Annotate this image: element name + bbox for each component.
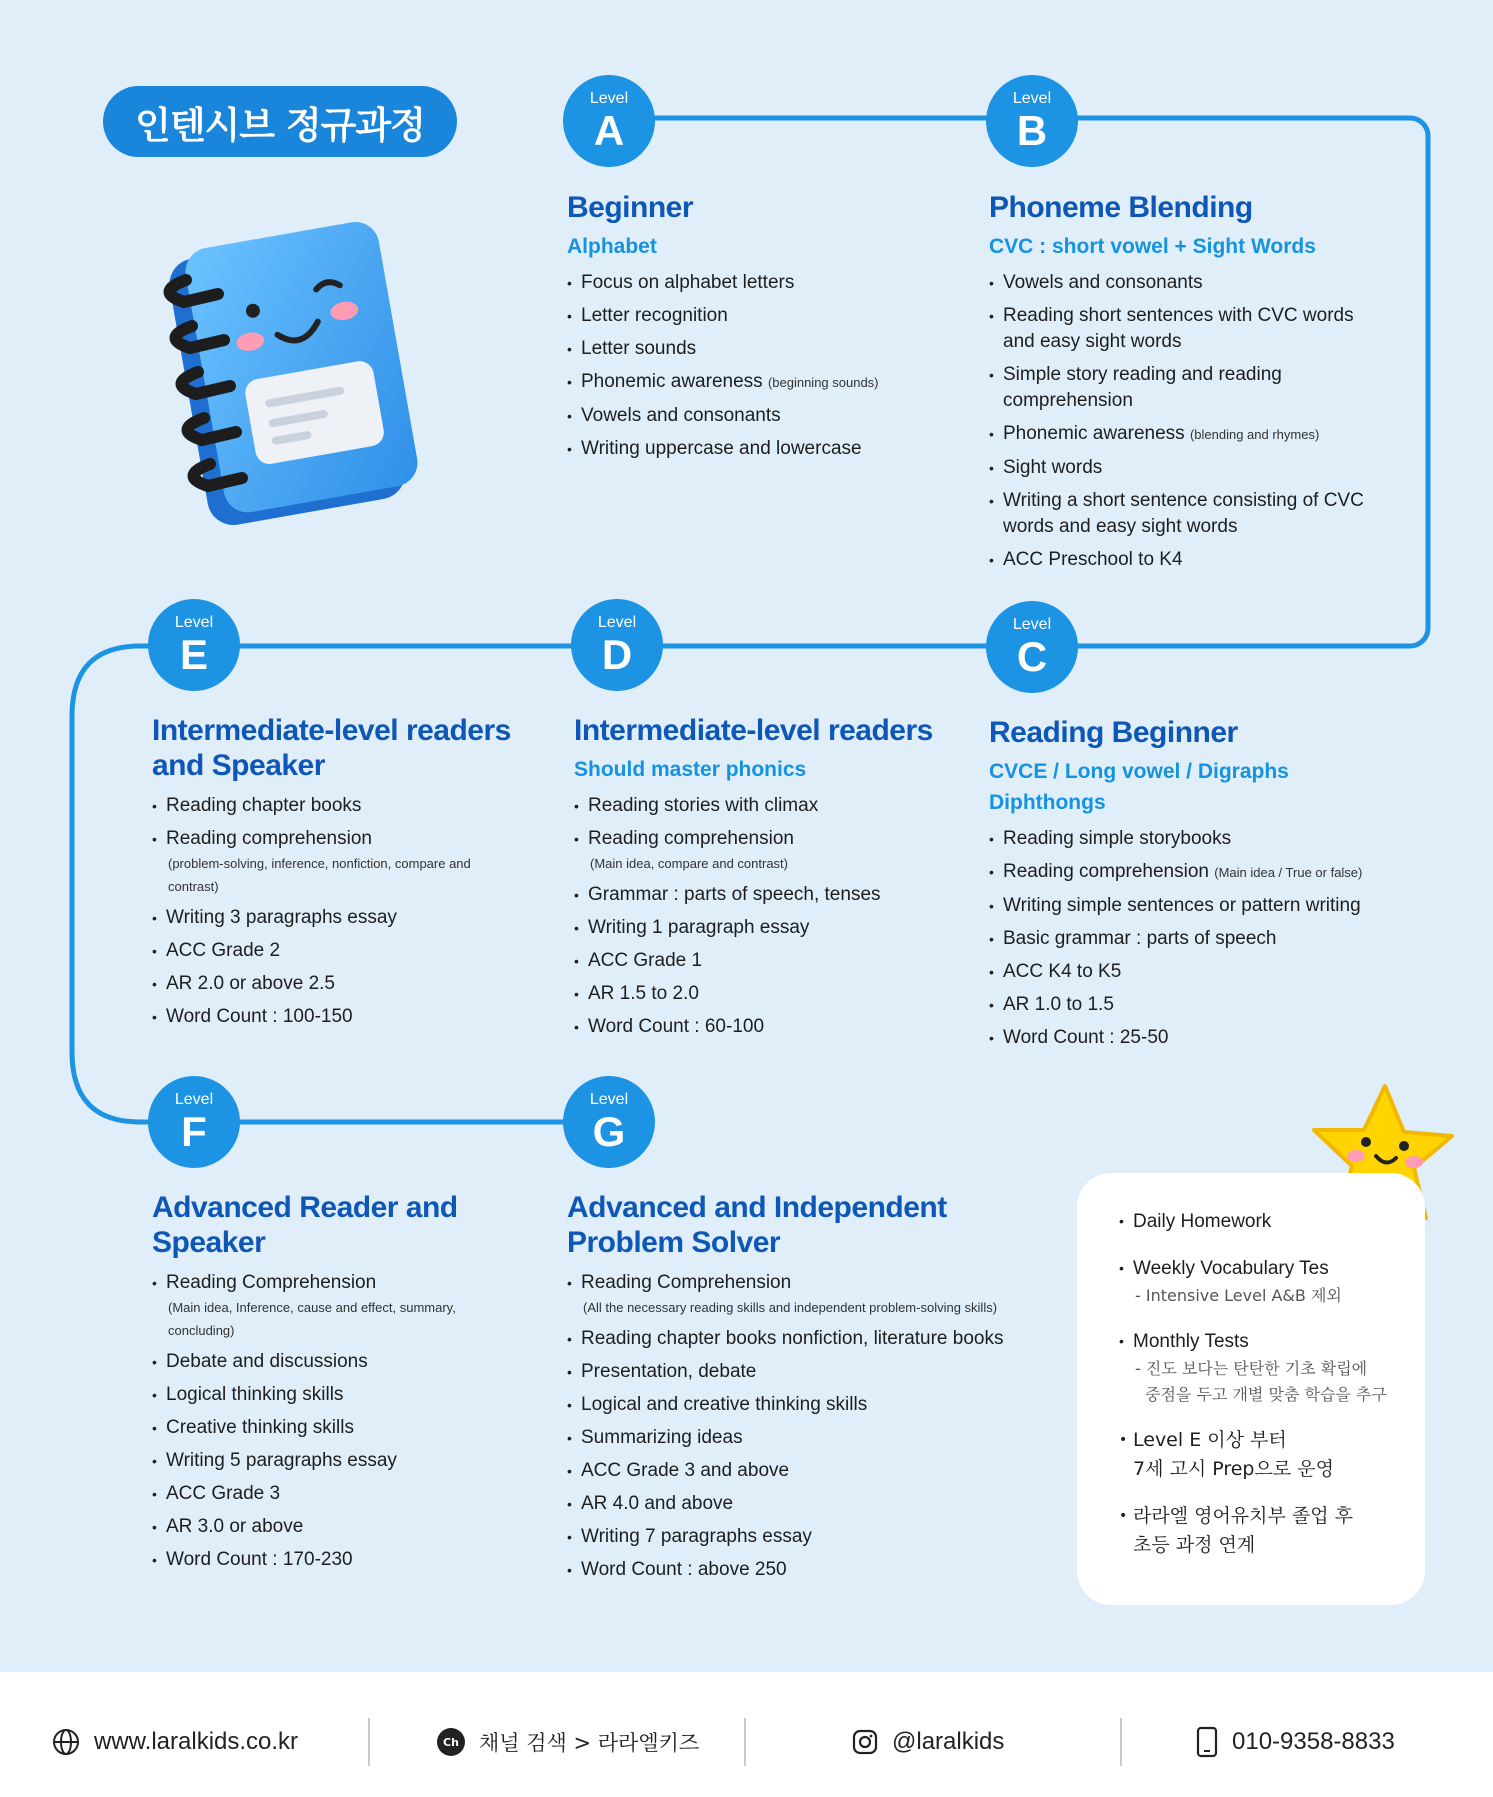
footer-divider: [744, 1718, 746, 1766]
level-f-badge: Level F: [148, 1076, 240, 1168]
list-item: • ACC Grade 3 and above: [567, 1458, 1047, 1484]
list-item: • Reading Comprehension (Main idea, Inference, cause and effect, summary, concluding): [152, 1270, 552, 1342]
list-item: • Debate and discussions: [152, 1349, 552, 1375]
list-item: • Writing 5 paragraphs essay: [152, 1448, 552, 1474]
level-d-list: [574, 793, 974, 1040]
list-item: • Logical thinking skills: [152, 1382, 552, 1408]
level-b-section: [989, 190, 1409, 580]
notebook-icon: [148, 222, 458, 542]
list-item: • Reading simple storybooks: [989, 826, 1409, 852]
level-a-list: [567, 270, 967, 462]
footer-divider: [368, 1718, 370, 1766]
level-e-section: [152, 713, 552, 1037]
info-card: [1077, 1173, 1425, 1605]
list-item: • Simple story reading and reading comprehension: [989, 362, 1409, 414]
level-a-subtitle: Alphabet: [567, 235, 657, 258]
list-item: • Sight words: [989, 455, 1409, 481]
list-item: • Reading chapter books nonfiction, literature books: [567, 1326, 1047, 1352]
list-item: • Reading stories with climax: [574, 793, 974, 819]
list-item: • Weekly Vocabulary Tes - Intensive Level A&B 제외: [1119, 1254, 1425, 1309]
level-g-section: [567, 1190, 1047, 1590]
footer-phone[interactable]: [1196, 1720, 1395, 1764]
list-item: • Logical and creative thinking skills: [567, 1392, 1047, 1418]
list-item: • Writing 1 paragraph essay: [574, 915, 974, 941]
level-e-badge: Level E: [148, 599, 240, 691]
level-b-badge: Level B: [986, 75, 1078, 167]
level-a-section: [567, 190, 967, 469]
list-item: • Reading short sentences with CVC words and easy sight words: [989, 303, 1409, 355]
level-g-list: [567, 1270, 1047, 1583]
channel-search-text: 채널 검색 > 라라엘키즈: [479, 1731, 700, 1755]
list-item: • ACC K4 to K5: [989, 959, 1409, 985]
globe-icon: [52, 1728, 80, 1756]
level-d-subtitle: Should master phonics: [574, 758, 807, 781]
list-item: • Daily Homework: [1119, 1207, 1425, 1236]
list-item: • Reading comprehension (problem-solving, inference, nonfiction, compare and contrast): [152, 826, 552, 898]
page-title: 인텐시브 정규과정: [103, 86, 457, 157]
list-item: • Monthly Tests - 진도 보다는 탄탄한 기초 확립에 중점을 두고 개별 맞춤 학습을 추구: [1119, 1327, 1425, 1408]
list-item: • AR 1.5 to 2.0: [574, 981, 974, 1007]
list-item: • Writing simple sentences or pattern writing: [989, 893, 1409, 919]
kakao-channel-icon: Ch: [437, 1728, 465, 1756]
list-item: • ACC Grade 1: [574, 948, 974, 974]
level-f-section: [152, 1190, 552, 1580]
list-item: • 라라엘 영어유치부 졸업 후 초등 과정 연계: [1119, 1502, 1425, 1560]
list-item: • ACC Grade 2: [152, 938, 552, 964]
list-item: • Writing 7 paragraphs essay: [567, 1524, 1047, 1550]
info-list: [1077, 1173, 1425, 1560]
list-item: • Grammar : parts of speech, tenses: [574, 882, 974, 908]
list-item: • Word Count : above 250: [567, 1557, 1047, 1583]
list-item: • Phonemic awareness (beginning sounds): [567, 369, 967, 396]
list-item: • Focus on alphabet letters: [567, 270, 967, 296]
list-item: • Writing a short sentence consisting of CVC words and easy sight words: [989, 488, 1409, 540]
footer-website[interactable]: [52, 1720, 298, 1764]
list-item: • AR 4.0 and above: [567, 1491, 1047, 1517]
list-item: • Word Count : 25-50: [989, 1025, 1409, 1051]
list-item: • Reading Comprehension (All the necessary reading skills and independent problem-solving skills): [567, 1270, 1047, 1319]
list-item: • Letter sounds: [567, 336, 967, 362]
list-item: • Writing 3 paragraphs essay: [152, 905, 552, 931]
list-item: • Creative thinking skills: [152, 1415, 552, 1441]
level-b-title: Phoneme Blending: [989, 191, 1253, 224]
footer-divider: [1120, 1718, 1122, 1766]
level-c-list: [989, 826, 1409, 1051]
list-item: • Vowels and consonants: [567, 403, 967, 429]
list-item: • AR 1.0 to 1.5: [989, 992, 1409, 1018]
level-g-badge: Level G: [563, 1076, 655, 1168]
level-d-title: Intermediate-level readers: [574, 714, 933, 747]
list-item: • AR 2.0 or above 2.5: [152, 971, 552, 997]
list-item: • Presentation, debate: [567, 1359, 1047, 1385]
list-item: • ACC Grade 3: [152, 1481, 552, 1507]
level-e-list: [152, 793, 552, 1030]
level-c-section: [989, 715, 1409, 1058]
level-f-title: Advanced Reader and Speaker: [152, 1191, 458, 1259]
list-item: • Phonemic awareness (blending and rhymes): [989, 421, 1409, 448]
level-b-list: [989, 270, 1409, 573]
list-item: • Reading comprehension (Main idea / True or false): [989, 859, 1409, 886]
level-d-section: [574, 713, 974, 1047]
list-item: • ACC Preschool to K4: [989, 547, 1409, 573]
instagram-icon: [852, 1729, 878, 1755]
level-c-subtitle: CVCE / Long vowel / Digraphs Diphthongs: [989, 760, 1289, 814]
level-e-title: Intermediate-level readers and Speaker: [152, 714, 511, 782]
level-c-badge: Level C: [986, 601, 1078, 693]
footer-channel[interactable]: [437, 1720, 699, 1764]
list-item: • Word Count : 170-230: [152, 1547, 552, 1573]
instagram-handle[interactable]: @laralkids: [892, 1728, 1005, 1755]
list-item: • Letter recognition: [567, 303, 967, 329]
website-link[interactable]: www.laralkids.co.kr: [94, 1728, 299, 1755]
level-a-title: Beginner: [567, 191, 694, 224]
list-item: • Basic grammar : parts of speech: [989, 926, 1409, 952]
phone-number[interactable]: 010-9358-8833: [1232, 1728, 1395, 1755]
level-b-subtitle: CVC : short vowel + Sight Words: [989, 235, 1316, 258]
list-item: • Reading chapter books: [152, 793, 552, 819]
level-a-badge: Level A: [563, 75, 655, 167]
level-f-list: [152, 1270, 552, 1573]
phone-icon: [1196, 1726, 1218, 1758]
footer-instagram[interactable]: [852, 1720, 1004, 1764]
level-c-title: Reading Beginner: [989, 716, 1238, 749]
list-item: • Reading comprehension (Main idea, compare and contrast): [574, 826, 974, 875]
list-item: • Vowels and consonants: [989, 270, 1409, 296]
list-item: • AR 3.0 or above: [152, 1514, 552, 1540]
list-item: • Summarizing ideas: [567, 1425, 1047, 1451]
level-g-title: Advanced and Independent Problem Solver: [567, 1191, 947, 1259]
list-item: • Word Count : 100-150: [152, 1004, 552, 1030]
list-item: • Level E 이상 부터 7세 고시 Prep으로 운영: [1119, 1426, 1425, 1484]
list-item: • Writing uppercase and lowercase: [567, 436, 967, 462]
list-item: • Word Count : 60-100: [574, 1014, 974, 1040]
level-d-badge: Level D: [571, 599, 663, 691]
